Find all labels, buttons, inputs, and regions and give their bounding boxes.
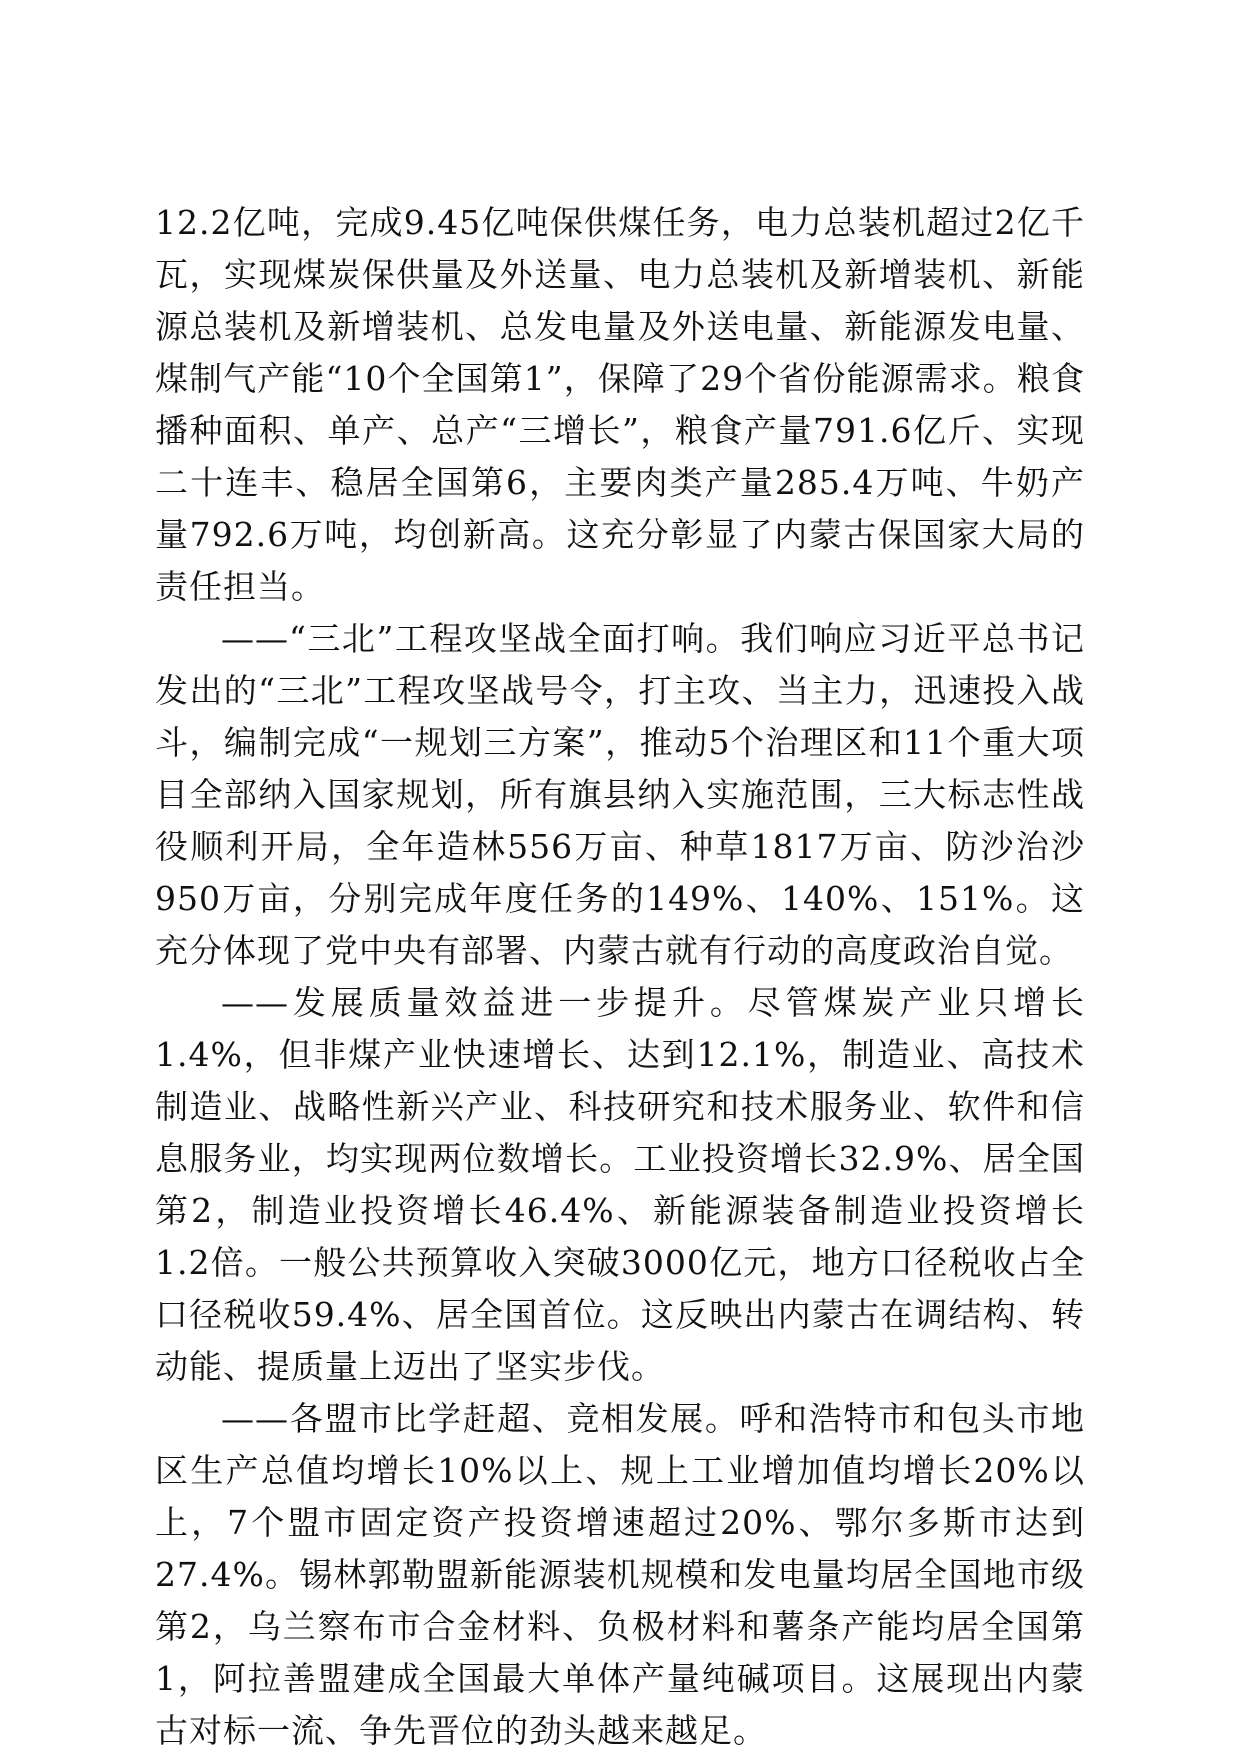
paragraph-leagues-cities: ——各盟市比学赶超、竞相发展。呼和浩特市和包头市地区生产总值均增长10%以上、规上工业增加值均增长20%以上，7个盟市固定资产投资增速超过20%、鄂尔多斯市达到27.4%。锡林郭勒盟新能源装机规模和发电量均居全国地市级第2，乌兰察布市合金材料、负极材料和薯条产能均居全国第1，阿拉善盟建成全国最大单体产量纯碱项目。这展现出内蒙古对标一流、争先晋位的劲头越来越足。 <box>155 1399 1085 1750</box>
paragraph-development-quality: ——发展质量效益进一步提升。尽管煤炭产业只增长1.4%，但非煤产业快速增长、达到12.1%，制造业、高技术制造业、战略性新兴产业、科技研究和技术服务业、软件和信息服务业，均实现两位数增长。工业投资增长32.9%、居全国第2，制造业投资增长46.4%、新能源装备制造业投资增长1.2倍。一般公共预算收入突破3000亿元，地方口径税收占全口径税收59.4%、居全国首位。这反映出内蒙古在调结构、转动能、提质量上迈出了坚实步伐。 <box>155 983 1085 1386</box>
document-body <box>155 197 1085 1757</box>
paragraph-energy-grain-continuation: 12.2亿吨，完成9.45亿吨保供煤任务，电力总装机超过2亿千瓦，实现煤炭保供量及外送量、电力总装机及新增装机、新能源总装机及新增装机、总发电量及外送电量、新能源发电量、煤制气产能“10个全国第1”，保障了29个省份能源需求。粮食播种面积、单产、总产“三增长”，粮食产量791.6亿斤、实现二十连丰、稳居全国第6，主要肉类产量285.4万吨、牛奶产量792.6万吨，均创新高。这充分彰显了内蒙古保国家大局的责任担当。 <box>155 203 1085 606</box>
paragraph-sanbei-project: ——“三北”工程攻坚战全面打响。我们响应习近平总书记发出的“三北”工程攻坚战号令，打主攻、当主力，迅速投入战斗，编制完成“一规划三方案”，推动5个治理区和11个重大项目全部纳入国家规划，所有旗县纳入实施范围，三大标志性战役顺利开局，全年造林556万亩、种草1817万亩、防沙治沙950万亩，分别完成年度任务的149%、140%、151%。这充分体现了党中央有部署、内蒙古就有行动的高度政治自觉。 <box>155 619 1085 970</box>
